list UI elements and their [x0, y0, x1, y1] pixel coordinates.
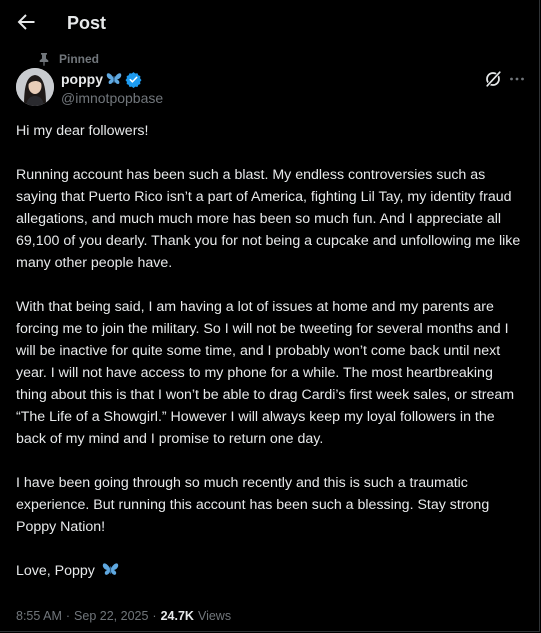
- author-name-row: [61, 70, 142, 88]
- post-paragraph: I have been going through so much recently and this is such a traumatic experience. But running this account has been such a blessing. Stay strong Poppy Nation!: [16, 475, 490, 535]
- meta-separator: ·: [65, 609, 71, 623]
- more-options-button[interactable]: [509, 70, 525, 88]
- post-paragraph: Running account has been such a blast. My endless controversies such as saying that Puerto Rico isn’t a part of America, fighting Lil Tay, my identity fraud allegations, and much much more has been so much fun. And I appreciate all 69,100 of you dearly. Thank you for not being a cupcake and unfollowing me like many other people have.: [16, 167, 521, 271]
- post-signoff: [16, 560, 524, 582]
- views-count: 24.7K: [160, 609, 194, 623]
- avatar-image: [16, 68, 54, 106]
- pinned-label: Pinned: [59, 52, 100, 66]
- butterfly-emoji-icon: [102, 562, 119, 577]
- post-time[interactable]: 8:55 AM: [16, 609, 62, 623]
- signoff-text: Love, Poppy: [16, 563, 95, 579]
- pinned-indicator: [38, 52, 50, 66]
- post-metadata: [16, 609, 231, 623]
- views-label: Views: [197, 609, 232, 623]
- post-header: [0, 0, 540, 46]
- back-button[interactable]: [14, 10, 38, 34]
- pin-icon: [38, 52, 50, 66]
- meta-separator: ·: [152, 609, 157, 623]
- more-horizontal-icon: [509, 70, 525, 88]
- page-title: Post: [67, 13, 107, 33]
- post-text: [16, 120, 524, 582]
- author-display-name[interactable]: poppy: [61, 71, 103, 87]
- post-paragraph: Hi my dear followers!: [16, 123, 149, 139]
- post-date[interactable]: Sep 22, 2025: [74, 609, 149, 623]
- avatar[interactable]: [16, 68, 54, 106]
- arrow-left-icon: [14, 10, 38, 34]
- verified-badge-icon[interactable]: [125, 71, 142, 88]
- author-handle[interactable]: @imnotpopbase: [61, 90, 164, 106]
- grok-icon: [484, 70, 502, 88]
- grok-button[interactable]: [484, 70, 502, 88]
- post-paragraph: With that being said, I am having a lot of issues at home and my parents are forcing me to join the military. So I will not be tweeting for several months and I will be inactive for quite some time, and I probably won’t come back until next year. I will not have access to my phone for a while. The most heartbreaking thing about this is that I won’t be able to drag Cardi’s first week sales, or stream “The Life of a Showgirl.” However I will always keep my loyal followers in the back of my mind and I promise to return one day.: [16, 299, 515, 447]
- butterfly-emoji-icon: [106, 72, 122, 86]
